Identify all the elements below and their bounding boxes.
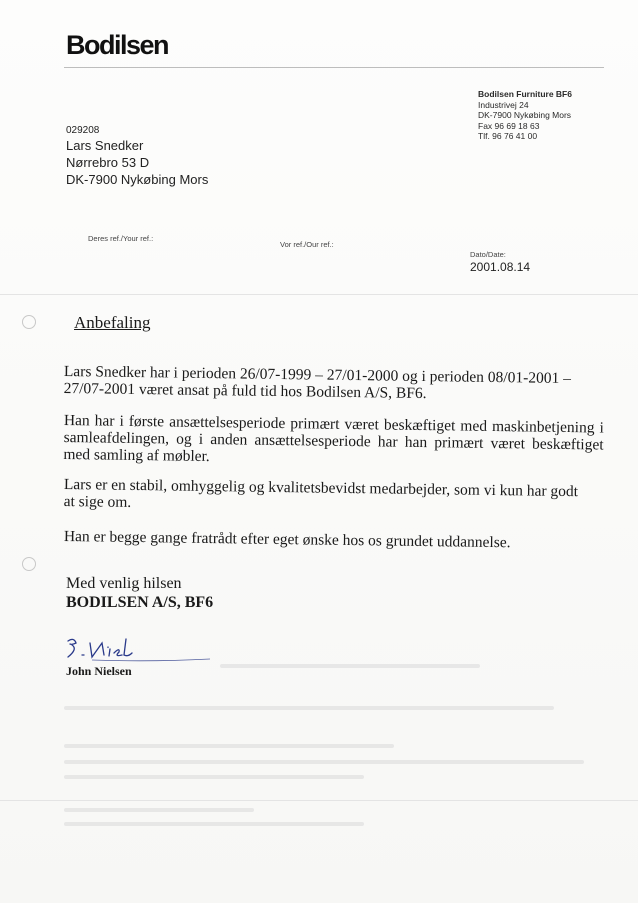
show-through-text [64,822,364,826]
header-rule [64,67,604,68]
signature [62,633,212,667]
closing-block [66,574,213,612]
body-paragraph: Lars er en stabil, omhyggelig og kvalitetsbevidst medarbejder, som vi kun har godt at sige om. [63,476,579,511]
recipient-code: 029208 [66,125,100,136]
letter-subject: Anbefaling [74,313,151,332]
punch-hole [22,315,36,329]
recipient-line: Lars Snedker [66,138,144,153]
body-paragraph: Han har i første ansættelsesperiode primært været beskæftiget med maskinbetjening i samleafdelingen, og i anden ansættelsesperiode har han primært været beskæftiget med samling af møbler. [63,412,604,466]
show-through-text [64,706,554,710]
sender-name: Bodilsen Furniture BF6 [478,89,572,99]
company-logo: Bodilsen [66,30,169,60]
recipient-line: Nørrebro 53 D [66,155,150,170]
closing-company: BODILSEN A/S, BF6 [66,594,214,611]
show-through-text [220,664,480,668]
date-value: 2001.08.14 [470,260,531,274]
recipient-line: DK-7900 Nykøbing Mors [66,172,209,187]
recipient-address [66,124,208,188]
date-label: Dato/Date: [470,250,506,259]
sender-address [478,89,572,142]
fold-line [0,294,638,295]
sender-line: DK-7900 Nykøbing Mors [478,110,572,120]
your-ref-label: Deres ref./Your ref.: [88,234,154,243]
show-through-text [64,808,254,812]
our-ref-label: Vor ref./Our ref.: [280,240,334,249]
closing-greeting: Med venlig hilsen [66,575,182,592]
fold-line [0,800,638,801]
punch-hole [22,557,36,571]
body-paragraph: Lars Snedker har i perioden 26/07-1999 – 27/01-2000 og i perioden 08/01-2001 – 27/07-2001 været ansat på fuld tid hos Bodilsen A/S, BF6. [63,363,572,403]
signer-name: John Nielsen [66,664,132,678]
show-through-text [64,744,394,748]
show-through-text [64,760,584,764]
sender-line: Industrivej 24 [478,99,529,110]
show-through-text [64,775,364,779]
body-paragraph: Han er begge gange fratrådt efter eget ønske hos os grundet uddannelse. [63,528,511,552]
sender-line: Tlf. 96 76 41 00 [478,131,538,141]
sender-line: Fax 96 69 18 63 [478,120,540,131]
